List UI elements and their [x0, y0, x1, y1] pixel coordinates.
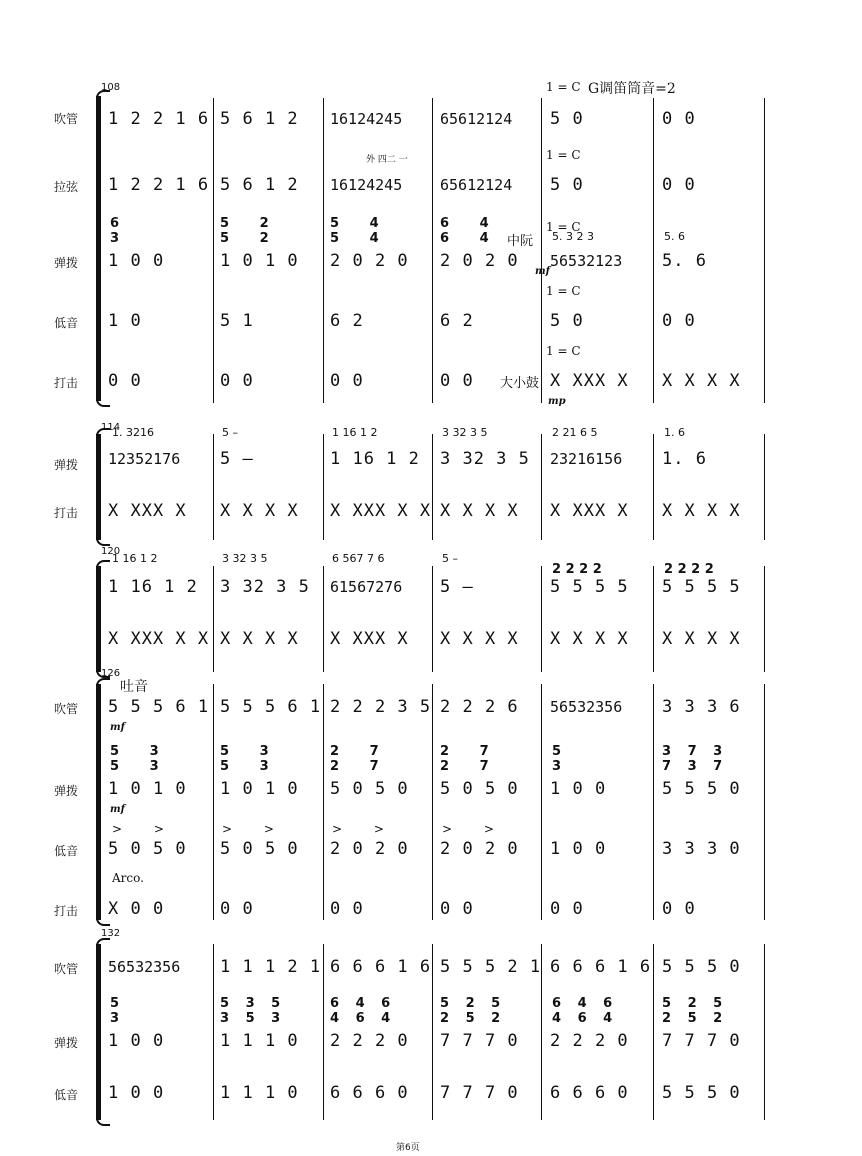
notation-cell: 5 5 5 6 1: [220, 697, 322, 717]
notation-cell: 1 2 2 1 6: [108, 109, 210, 129]
barline: [764, 684, 765, 920]
barline: [653, 98, 654, 403]
barline: [653, 684, 654, 920]
notation-cell: 5 0: [550, 109, 584, 129]
instrument-label: 拉弦: [54, 180, 79, 194]
barline: [323, 944, 324, 1120]
barline: [213, 434, 214, 540]
instrument-label: 打击: [54, 904, 79, 918]
chord-stack: 6 4 6 4: [440, 216, 502, 246]
notation-cell: 56532123: [550, 252, 623, 270]
notation-cell: 65612124: [440, 110, 513, 128]
notation-cell: 56532356: [108, 958, 181, 976]
instrument-cue: 大小鼓: [500, 376, 540, 391]
instrument-label: 打击: [54, 376, 79, 390]
system-bracket: [96, 96, 101, 401]
barline: [541, 684, 542, 920]
notation-cell: 2 0 2 0: [440, 839, 519, 859]
chord-stack: 2 7 2 7: [440, 744, 502, 774]
notation-cell: 5 5 5 0: [662, 779, 741, 799]
notation-cell: 5. 6: [662, 251, 707, 271]
notation-cell: 16124245: [330, 176, 403, 194]
instrument-label: 低音: [54, 1088, 79, 1102]
chord-stack: 5 3 5 3 5 3: [220, 996, 287, 1026]
notation-cell: 1 16 1 2: [108, 577, 198, 597]
measure-number: 126: [101, 668, 121, 679]
notation-cell: X XXX X X: [330, 501, 432, 521]
notation-cell: 3 32 3 5: [440, 449, 530, 469]
notation-cell: 65612124: [440, 176, 513, 194]
notation-cell: 1 0 0: [550, 779, 607, 799]
notation-cell: 5 –: [220, 449, 254, 469]
accent-marks: > >: [442, 822, 508, 836]
accent-marks: > >: [332, 822, 398, 836]
barline: [323, 684, 324, 920]
barline: [432, 98, 433, 403]
notation-cell: 5 0 5 0: [108, 839, 187, 859]
notation-cell: 0 0: [220, 371, 254, 391]
notation-cell: 5 5 5 0: [662, 957, 741, 977]
notation-cell: 3 3 3 0: [662, 839, 741, 859]
notation-cell: X X X X: [220, 629, 299, 649]
notation-cell: 1 2 2 1 6: [108, 175, 210, 195]
upper-voice: 5 –: [442, 552, 458, 565]
measure-number: 108: [101, 82, 121, 93]
notation-cell: 6 6 6 0: [330, 1083, 409, 1103]
notation-cell: 0 0: [662, 899, 696, 919]
notation-cell: 5 0 5 0: [220, 839, 299, 859]
chord-stack: 3 7 3 7 3 7: [662, 744, 729, 774]
notation-cell: 5 1: [220, 311, 254, 331]
notation-cell: 5 5 5 6 1: [108, 697, 210, 717]
notation-cell: 0 0: [108, 371, 142, 391]
barline: [541, 566, 542, 672]
notation-cell: 5 0: [550, 175, 584, 195]
notation-cell: 56532356: [550, 698, 623, 716]
upper-voice: 2 21 6 5: [552, 426, 598, 439]
notation-cell: 5 5 5 2 1: [440, 957, 542, 977]
notation-cell: 5 6 1 2: [220, 109, 299, 129]
chord-stack: 5 3 5 3: [110, 744, 172, 774]
notation-cell: X 0 0: [108, 899, 165, 919]
dynamic-marking: mf: [535, 266, 550, 277]
notation-cell: 1. 6: [662, 449, 707, 469]
barline: [432, 684, 433, 920]
notation-cell: 0 0: [662, 311, 696, 331]
chord-stack: 6 4 6 4 6 4: [552, 996, 619, 1026]
chord-stack: 5 4 5 4: [330, 216, 392, 246]
barline: [323, 98, 324, 403]
chord-stack: 2 7 2 7: [330, 744, 392, 774]
barline: [541, 944, 542, 1120]
notation-cell: X X X X: [550, 629, 629, 649]
measure-number: 120: [101, 546, 121, 557]
instrument-label: 弹拨: [54, 1036, 79, 1050]
chord-stack: 5 3 5 3: [220, 744, 282, 774]
chord-stack: 5 3: [110, 996, 133, 1026]
chord-stack: 5 2 5 2: [220, 216, 282, 246]
system-bracket: [96, 566, 101, 672]
key-signature: 1 = C: [546, 284, 581, 298]
notation-cell: 1 0 0: [108, 1083, 165, 1103]
barline: [213, 98, 214, 403]
barline: [653, 944, 654, 1120]
notation-cell: X XXX X: [550, 371, 629, 391]
notation-cell: 2 2 2 0: [330, 1031, 409, 1051]
instrument-label: 弹拨: [54, 256, 79, 270]
instrument-cue: 中阮: [507, 234, 534, 249]
notation-cell: 2 2 2 0: [550, 1031, 629, 1051]
barline: [432, 566, 433, 672]
notation-cell: 1 0 1 0: [108, 779, 187, 799]
bowing-marks: 外 四二 一: [366, 155, 408, 165]
instrument-label: 弹拨: [54, 784, 79, 798]
notation-cell: 5 0 5 0: [330, 779, 409, 799]
notation-cell: 2 0 2 0: [330, 251, 409, 271]
system-bracket: [96, 684, 101, 920]
notation-cell: X X X X: [440, 629, 519, 649]
barline: [213, 566, 214, 672]
notation-cell: X XXX X: [550, 501, 629, 521]
notation-cell: 0 0: [330, 899, 364, 919]
notation-cell: X XXX X: [330, 629, 409, 649]
notation-cell: 6 2: [440, 311, 474, 331]
instrument-label: 低音: [54, 844, 79, 858]
barline: [764, 944, 765, 1120]
barline: [541, 434, 542, 540]
notation-cell: 7 7 7 0: [440, 1031, 519, 1051]
dynamic-marking: mp: [548, 396, 566, 407]
notation-cell: 5 5 5 0: [662, 1083, 741, 1103]
notation-cell: 6 6 6 1 6: [330, 957, 432, 977]
page-footer: 第6页: [396, 1143, 420, 1153]
barline: [764, 566, 765, 672]
notation-cell: 1 0: [108, 311, 142, 331]
notation-cell: 7 7 7 0: [662, 1031, 741, 1051]
key-signature: 1 = C: [546, 148, 581, 162]
upper-voice: 1. 6: [664, 426, 685, 439]
notation-cell: 0 0: [220, 899, 254, 919]
upper-voice: 1 16 1 2: [332, 426, 378, 439]
notation-cell: 0 0: [662, 175, 696, 195]
upper-voice: 6 567 7 6: [332, 552, 385, 565]
notation-cell: 16124245: [330, 110, 403, 128]
tuning-annotation: G调笛筒音=2: [588, 81, 676, 97]
notation-cell: 0 0: [662, 109, 696, 129]
notation-cell: 3 3 3 6: [662, 697, 741, 717]
key-signature: 1 = C: [546, 220, 581, 234]
chord-stack: 5 2 5 2 5 2: [440, 996, 507, 1026]
barline: [764, 98, 765, 403]
system-bracket: [96, 944, 101, 1120]
notation-cell: 5 5 5 5: [662, 577, 741, 597]
barline: [764, 434, 765, 540]
upper-voice: 5. 3 2 3: [552, 230, 594, 243]
notation-cell: 1 0 0: [108, 251, 165, 271]
chord-stack: 5 3: [552, 744, 575, 774]
notation-cell: X X X X: [662, 629, 741, 649]
notation-cell: 6 2: [330, 311, 364, 331]
barline: [213, 944, 214, 1120]
chord-stack: 6 3: [110, 216, 133, 246]
notation-cell: 2 0 2 0: [440, 251, 519, 271]
notation-cell: 2 2 2 3 5: [330, 697, 432, 717]
notation-cell: 1 0 1 0: [220, 779, 299, 799]
barline: [323, 434, 324, 540]
notation-cell: 1 1 1 2 1: [220, 957, 322, 977]
notation-cell: 3 32 3 5: [220, 577, 310, 597]
key-signature: 1 = C: [546, 344, 581, 358]
notation-cell: 5 6 1 2: [220, 175, 299, 195]
notation-cell: 5 0 5 0: [440, 779, 519, 799]
barline: [213, 684, 214, 920]
notation-cell: 0 0: [440, 899, 474, 919]
upper-voice: 2 2 2 2: [664, 562, 714, 577]
notation-cell: 2 2 2 6: [440, 697, 519, 717]
notation-cell: 5 0: [550, 311, 584, 331]
notation-cell: 1 16 1 2: [330, 449, 420, 469]
notation-cell: 0 0: [440, 371, 474, 391]
chord-stack: 6 4 6 4 6 4: [330, 996, 397, 1026]
key-signature: 1 = C: [546, 80, 581, 94]
barline: [432, 434, 433, 540]
upper-voice: 5. 6: [664, 230, 685, 243]
instrument-label: 低音: [54, 316, 79, 330]
notation-cell: 12352176: [108, 450, 181, 468]
instrument-label: 弹拨: [54, 458, 79, 472]
notation-cell: 1 0 0: [108, 1031, 165, 1051]
notation-cell: 1 1 1 0: [220, 1031, 299, 1051]
dynamic-marking: mf: [110, 804, 125, 815]
notation-cell: 6 6 6 1 6: [550, 957, 652, 977]
technique-annotation: Arco.: [112, 871, 144, 885]
instrument-label: 吹管: [54, 702, 79, 716]
notation-cell: 1 0 1 0: [220, 251, 299, 271]
instrument-label: 打击: [54, 506, 79, 520]
barline: [653, 434, 654, 540]
upper-voice: 3 32 3 5: [442, 426, 488, 439]
technique-annotation: 吐音: [120, 679, 148, 695]
upper-voice: 2 2 2 2: [552, 562, 602, 577]
measure-number: 132: [101, 928, 121, 939]
notation-cell: 5 –: [440, 577, 474, 597]
notation-cell: X X X X: [440, 501, 519, 521]
instrument-label: 吹管: [54, 112, 79, 126]
system-bracket: [96, 434, 101, 540]
chord-stack: 5 2 5 2 5 2: [662, 996, 729, 1026]
barline: [541, 98, 542, 403]
accent-marks: > >: [112, 822, 178, 836]
notation-cell: 6 6 6 0: [550, 1083, 629, 1103]
notation-cell: 0 0: [330, 371, 364, 391]
notation-cell: 2 0 2 0: [330, 839, 409, 859]
barline: [653, 566, 654, 672]
upper-voice: 5 –: [222, 426, 238, 439]
notation-cell: X X X X: [662, 371, 741, 391]
notation-cell: X X X X: [662, 501, 741, 521]
notation-cell: 7 7 7 0: [440, 1083, 519, 1103]
notation-cell: 0 0: [550, 899, 584, 919]
upper-voice: 1 16 1 2: [112, 552, 158, 565]
notation-cell: X XXX X X: [108, 629, 210, 649]
accent-marks: > >: [222, 822, 288, 836]
notation-cell: X X X X: [220, 501, 299, 521]
notation-cell: 1 0 0: [550, 839, 607, 859]
dynamic-marking: mf: [110, 722, 125, 733]
upper-voice: 3 32 3 5: [222, 552, 268, 565]
instrument-label: 吹管: [54, 962, 79, 976]
barline: [432, 944, 433, 1120]
notation-cell: X XXX X: [108, 501, 187, 521]
notation-cell: 61567276: [330, 578, 403, 596]
notation-cell: 1 1 1 0: [220, 1083, 299, 1103]
notation-cell: 23216156: [550, 450, 623, 468]
upper-voice: 1. 3216: [112, 426, 154, 439]
notation-cell: 5 5 5 5: [550, 577, 629, 597]
measure-number: 114: [101, 422, 121, 433]
barline: [323, 566, 324, 672]
